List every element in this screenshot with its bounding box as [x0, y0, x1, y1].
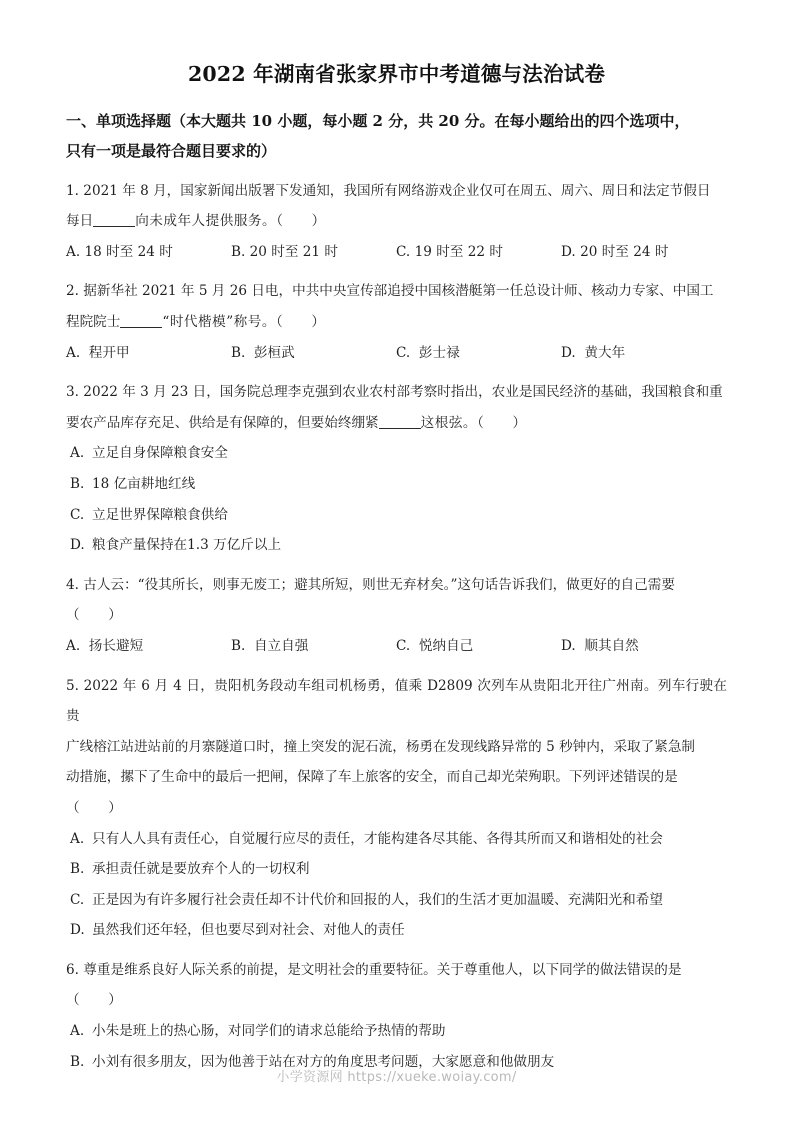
question-6 — [66, 955, 727, 1077]
question-2-option-d[interactable] — [561, 338, 625, 369]
option-d-label: D. — [561, 637, 576, 654]
question-1-options — [66, 237, 727, 268]
question-1-option-b[interactable] — [231, 237, 396, 268]
question-2-option-a[interactable] — [66, 338, 231, 369]
question-2-stem-tail: “时代楷模”称号。（ ） — [162, 314, 326, 330]
question-5-stem-line-2: 广线榕江站进站前的月寨隧道口时，撞上突发的泥石流，杨勇在发现线路异常的 5 秒钟内，采取了紧急制 — [66, 738, 696, 755]
option-b-label: B. — [70, 1053, 85, 1070]
option-d-text: 黄大年 — [584, 344, 626, 361]
option-a-label: A. — [66, 637, 81, 654]
option-b-label: B. — [70, 475, 85, 492]
option-a-text: 小朱是班上的热心肠，对同学们的请求总能给予热情的帮助 — [92, 1023, 446, 1040]
option-d-text: 20 时至 24 时 — [580, 243, 669, 260]
question-2-stem — [66, 276, 727, 337]
option-a-text: 18 时至 24 时 — [84, 243, 173, 260]
answer-blank[interactable] — [120, 327, 162, 328]
question-3-option-a[interactable] — [66, 438, 727, 469]
question-1-stem-line-2 — [66, 206, 727, 237]
option-d-text: 顺其自然 — [584, 637, 639, 654]
option-b-text: 18 亿亩耕地红线 — [92, 475, 196, 492]
option-d-text: 虽然我们还年轻，但也要尽到对社会、对他人的责任 — [92, 922, 405, 939]
question-2-options — [66, 338, 727, 369]
option-c-text: 立足世界保障粮食供给 — [92, 506, 228, 523]
question-6-option-a[interactable] — [66, 1016, 727, 1047]
question-5-option-c[interactable] — [66, 885, 727, 916]
option-a-text: 扬长避短 — [88, 637, 144, 654]
question-5-stem-line-1: 5. 2022 年 6 月 4 日，贵阳机务段动车组司机杨勇，值乘 D2809 次列车从贵阳北开往广州南。列车行驶在贵 — [66, 677, 727, 725]
question-5-option-a[interactable] — [66, 824, 727, 855]
question-1-option-d[interactable] — [561, 237, 668, 268]
question-2-stem-line-1: 2. 据新华社 2021 年 5 月 26 日电，中共中央宣传部追授中国核潜艇第一任总设计师、核动力专家、中国工 — [66, 283, 714, 300]
question-3-option-b[interactable] — [66, 469, 727, 500]
question-6-stem-line-2: （ ） — [66, 992, 123, 1009]
option-d-label: D. — [561, 243, 576, 260]
option-c-label: C. — [396, 344, 411, 361]
section-heading-line-1: 一、单项选择题（本大题共 10 小题，每小题 2 分，共 20 分。在每小题给出的四个选项中， — [66, 111, 690, 130]
question-1-option-c[interactable] — [396, 237, 561, 268]
question-1-stem-line-1: 1. 2021 年 8 月，国家新闻出版署下发通知，我国所有网络游戏企业仅可在周五、周六、周日和法定节假日 — [66, 182, 711, 199]
question-4-option-b[interactable] — [231, 631, 396, 662]
question-4-option-c[interactable] — [396, 631, 561, 662]
option-b-text: 彭桓武 — [253, 344, 295, 361]
option-a-label: A. — [66, 243, 81, 260]
option-b-label: B. — [231, 637, 246, 654]
question-5-option-b[interactable] — [66, 854, 727, 885]
option-c-label: C. — [396, 637, 411, 654]
option-c-label: C. — [70, 506, 85, 523]
site-watermark: 小学资源网 https://xueke.woiay.com/ — [276, 1070, 517, 1085]
option-a-text: 只有人人具有责任心，自觉履行应尽的责任，才能构建各尽其能、各得其所而又和谐相处的社会 — [92, 830, 663, 847]
question-4-options — [66, 631, 727, 662]
option-c-text: 悦纳自己 — [418, 637, 474, 654]
question-2-option-b[interactable] — [231, 338, 396, 369]
question-3 — [66, 377, 727, 561]
option-b-label: B. — [231, 344, 246, 361]
option-c-text: 彭士禄 — [418, 344, 460, 361]
question-2-option-c[interactable] — [396, 338, 561, 369]
option-b-label: B. — [70, 861, 85, 878]
question-4-option-d[interactable] — [561, 631, 639, 662]
option-a-text: 程开甲 — [88, 344, 130, 361]
question-2 — [66, 276, 727, 368]
option-c-label: C. — [396, 243, 411, 260]
question-4-stem — [66, 570, 727, 631]
question-2-stem-line-2 — [66, 307, 727, 338]
question-3-option-c[interactable] — [66, 500, 727, 531]
answer-blank[interactable] — [93, 226, 135, 227]
option-b-text: 承担责任就是要放弃个人的一切权利 — [92, 861, 310, 878]
answer-blank[interactable] — [379, 428, 421, 429]
question-6-stem-line-1: 6. 尊重是维系良好人际关系的前提，是文明社会的重要特征。关于尊重他人，以下同学的做法错误的是 — [66, 961, 682, 978]
option-c-text: 19 时至 22 时 — [414, 243, 503, 260]
option-b-text: 自立自强 — [253, 637, 309, 654]
question-1-stem-tail: 向未成年人提供服务。（ ） — [135, 213, 326, 230]
question-5-option-d[interactable] — [66, 915, 727, 946]
option-a-label: A. — [70, 1023, 85, 1040]
option-b-label: B. — [231, 243, 246, 260]
option-d-label: D. — [70, 537, 85, 554]
question-3-option-d[interactable] — [66, 530, 727, 561]
question-3-stem-line-2 — [66, 408, 727, 439]
question-5 — [66, 671, 727, 946]
question-4-stem-line-1: 4. 古人云：“役其所长，则事无废工；避其所短，则世无弃材矣。”这句话告诉我们，做更好的自己需要 — [66, 576, 675, 593]
question-4 — [66, 570, 727, 662]
question-5-stem — [66, 671, 727, 824]
section-heading-line-2: 只有一项是最符合题目要求的） — [66, 142, 277, 161]
page-title: 2022 年湖南省张家界市中考道德与法治试卷 — [187, 62, 606, 86]
question-3-stem-line-2-text: 要农产品库存充足、供给是有保障的，但要始终绷紧 — [66, 414, 379, 431]
question-1-stem-line-2-text: 每日 — [66, 213, 94, 230]
option-c-label: C. — [70, 891, 85, 908]
option-b-text: 小刘有很多朋友，因为他善于站在对方的角度思考问题，大家愿意和他做朋友 — [92, 1053, 555, 1070]
option-d-label: D. — [561, 344, 576, 361]
question-5-stem-line-3: 动措施，摞下了生命中的最后一把闸，保障了车上旅客的安全，而自己却光荣殉职。下列评述错误的是 — [66, 769, 678, 786]
question-3-stem — [66, 377, 727, 438]
option-a-text: 立足自身保障粮食安全 — [92, 445, 228, 462]
question-1-option-a[interactable] — [66, 237, 231, 268]
option-d-text: 粮食产量保持在1.3 万亿斤以上 — [92, 537, 282, 554]
question-4-stem-line-2: （ ） — [66, 607, 123, 624]
option-a-label: A. — [66, 344, 81, 361]
option-d-label: D. — [70, 922, 85, 939]
question-3-stem-line-1: 3. 2022 年 3 月 23 日，国务院总理李克强到农业农村部考察时指出，农业是国民经济的基础，我国粮食和重 — [66, 384, 723, 401]
question-2-stem-line-2-text: 程院院士 — [66, 314, 121, 330]
question-6-stem — [66, 955, 727, 1016]
option-a-label: A. — [70, 830, 85, 847]
question-1-stem — [66, 176, 727, 237]
question-1 — [66, 176, 727, 268]
question-3-stem-tail: 这根弦。（ ） — [420, 414, 527, 431]
question-4-option-a[interactable] — [66, 631, 231, 662]
question-5-stem-line-4: （ ） — [66, 799, 123, 816]
option-c-text: 正是因为有许多履行社会责任却不计代价和回报的人，我们的生活才更加温暖、充满阳光和希望 — [92, 891, 663, 908]
option-a-label: A. — [70, 445, 85, 462]
option-b-text: 20 时至 21 时 — [249, 243, 338, 260]
section-heading — [66, 106, 727, 167]
